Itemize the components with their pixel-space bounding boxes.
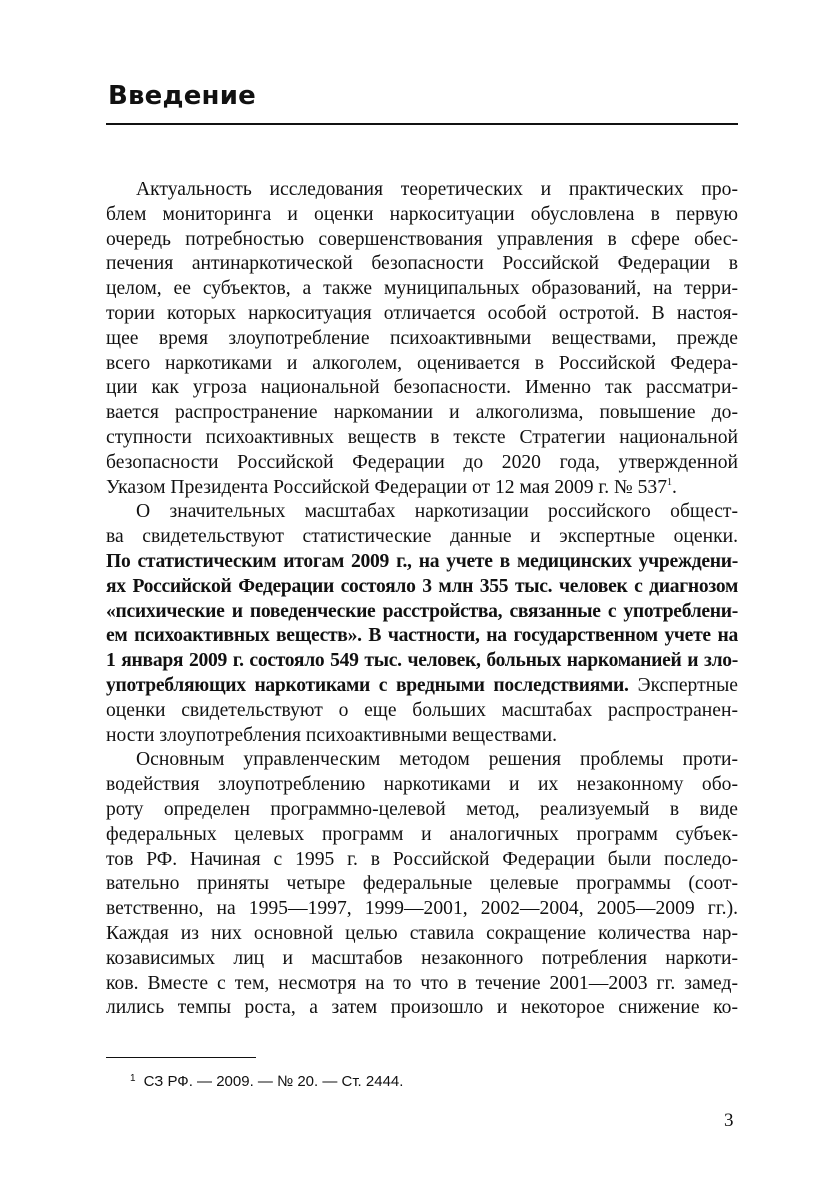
text-line: блем мониторинга и оценки наркоситуации обусловлена в первую <box>106 203 738 225</box>
chapter-heading: Введение <box>108 81 256 111</box>
body-text <box>106 178 738 1021</box>
text-line: Каждая из них основной целью ставила сокращение количества нар- <box>106 922 738 944</box>
text-line: ности злоупотребления психоактивными веществами. <box>106 724 557 746</box>
text-line: оценки свидетельствуют о еще больших масштабах распространен- <box>106 699 738 721</box>
text-line: тов РФ. Начиная с 1995 г. в Российской Федерации были последо- <box>106 848 738 870</box>
text-line: безопасности Российской Федерации до 2020 года, утвержденной <box>106 451 738 473</box>
text-line: Основным управленческим методом решения проблемы проти- <box>136 749 738 771</box>
text-line: ветственно, на 1995—1997, 1999—2001, 2002—2004, 2005—2009 гг.). <box>106 898 738 920</box>
text-line-bold: 1 января 2009 г. состояло 549 тыс. человек, больных наркоманией и зло- <box>106 650 738 672</box>
text-line: ступности психоактивных веществ в тексте Стратегии национальной <box>106 426 738 448</box>
footnote <box>130 1072 403 1092</box>
text-line-bold: ях Российской Федерации состояло 3 млн 355 тыс. человек с диагнозом <box>106 575 738 597</box>
text-line: козависимых лиц и масштабов незаконного потребления наркоти- <box>106 947 738 969</box>
text-line-bold: По статистическим итогам 2009 г., на учете в медицинских учреждени- <box>106 550 738 572</box>
text-line: Указом Президента Российской Федерации от 12 мая 2009 г. № $537^1$. <box>106 476 677 498</box>
text-line: всего наркотиками и алкоголем, оценивается в Российской Федера- <box>106 352 738 374</box>
text-line: роту определен программно-целевой метод, реализуемый в виде <box>106 798 738 820</box>
page-number: 3 <box>724 1110 734 1131</box>
text-line: О значительных масштабах наркотизации российского общест- <box>136 501 738 523</box>
text-line: вательно приняты четыре федеральные целевые программы (соот- <box>106 873 738 895</box>
text-line: целом, ее субъектов, а также муниципальных образований, на терри- <box>106 278 738 300</box>
text-line-bold: ем психоактивных веществ». В частности, на государственном учете на <box>106 625 738 647</box>
footnote-text: СЗ РФ. — 2009. — № 20. — Ст. 2444. <box>143 1073 404 1090</box>
footnote-reference[interactable]: 1 <box>667 476 673 488</box>
text-line: федеральных целевых программ и аналогичных программ субъек- <box>106 823 738 845</box>
text-line: щее время злоупотребление психоактивными веществами, прежде <box>106 327 738 349</box>
text-line: печения антинаркотической безопасности Российской Федерации в <box>106 253 738 275</box>
text-line: очередь потребностью совершенствования управления в сфере обес- <box>106 228 738 250</box>
text-line: вается распространение наркомании и алкоголизма, повышение до- <box>106 402 738 424</box>
text-line: водействия злоупотреблению наркотиками и их незаконному обо- <box>106 774 738 796</box>
footnote-mark: 1 <box>130 1073 136 1084</box>
text-line: лились темпы роста, а затем произошло и некоторое снижение ко- <box>106 997 738 1019</box>
text-line: ков. Вместе с тем, несмотря на то что в течение 2001—2003 гг. замед- <box>106 972 738 994</box>
text-line: ва свидетельствуют статистические данные и экспертные оценки. <box>106 526 738 548</box>
text-line: тории которых наркоситуация отличается особой остротой. В настоя- <box>106 302 738 324</box>
text-line-bold: «психические и поведенческие расстройства, связанные с употреблени- <box>106 600 738 622</box>
text-line: употребляющих наркотиками с вредными последствиями. Экспертные <box>106 674 738 696</box>
text-line: Актуальность исследования теоретических и практических про- <box>136 179 738 200</box>
text-line: ции как угроза национальной безопасности. Именно так рассматри- <box>106 377 738 399</box>
heading-underline <box>106 123 738 125</box>
footnote-separator <box>106 1057 256 1058</box>
